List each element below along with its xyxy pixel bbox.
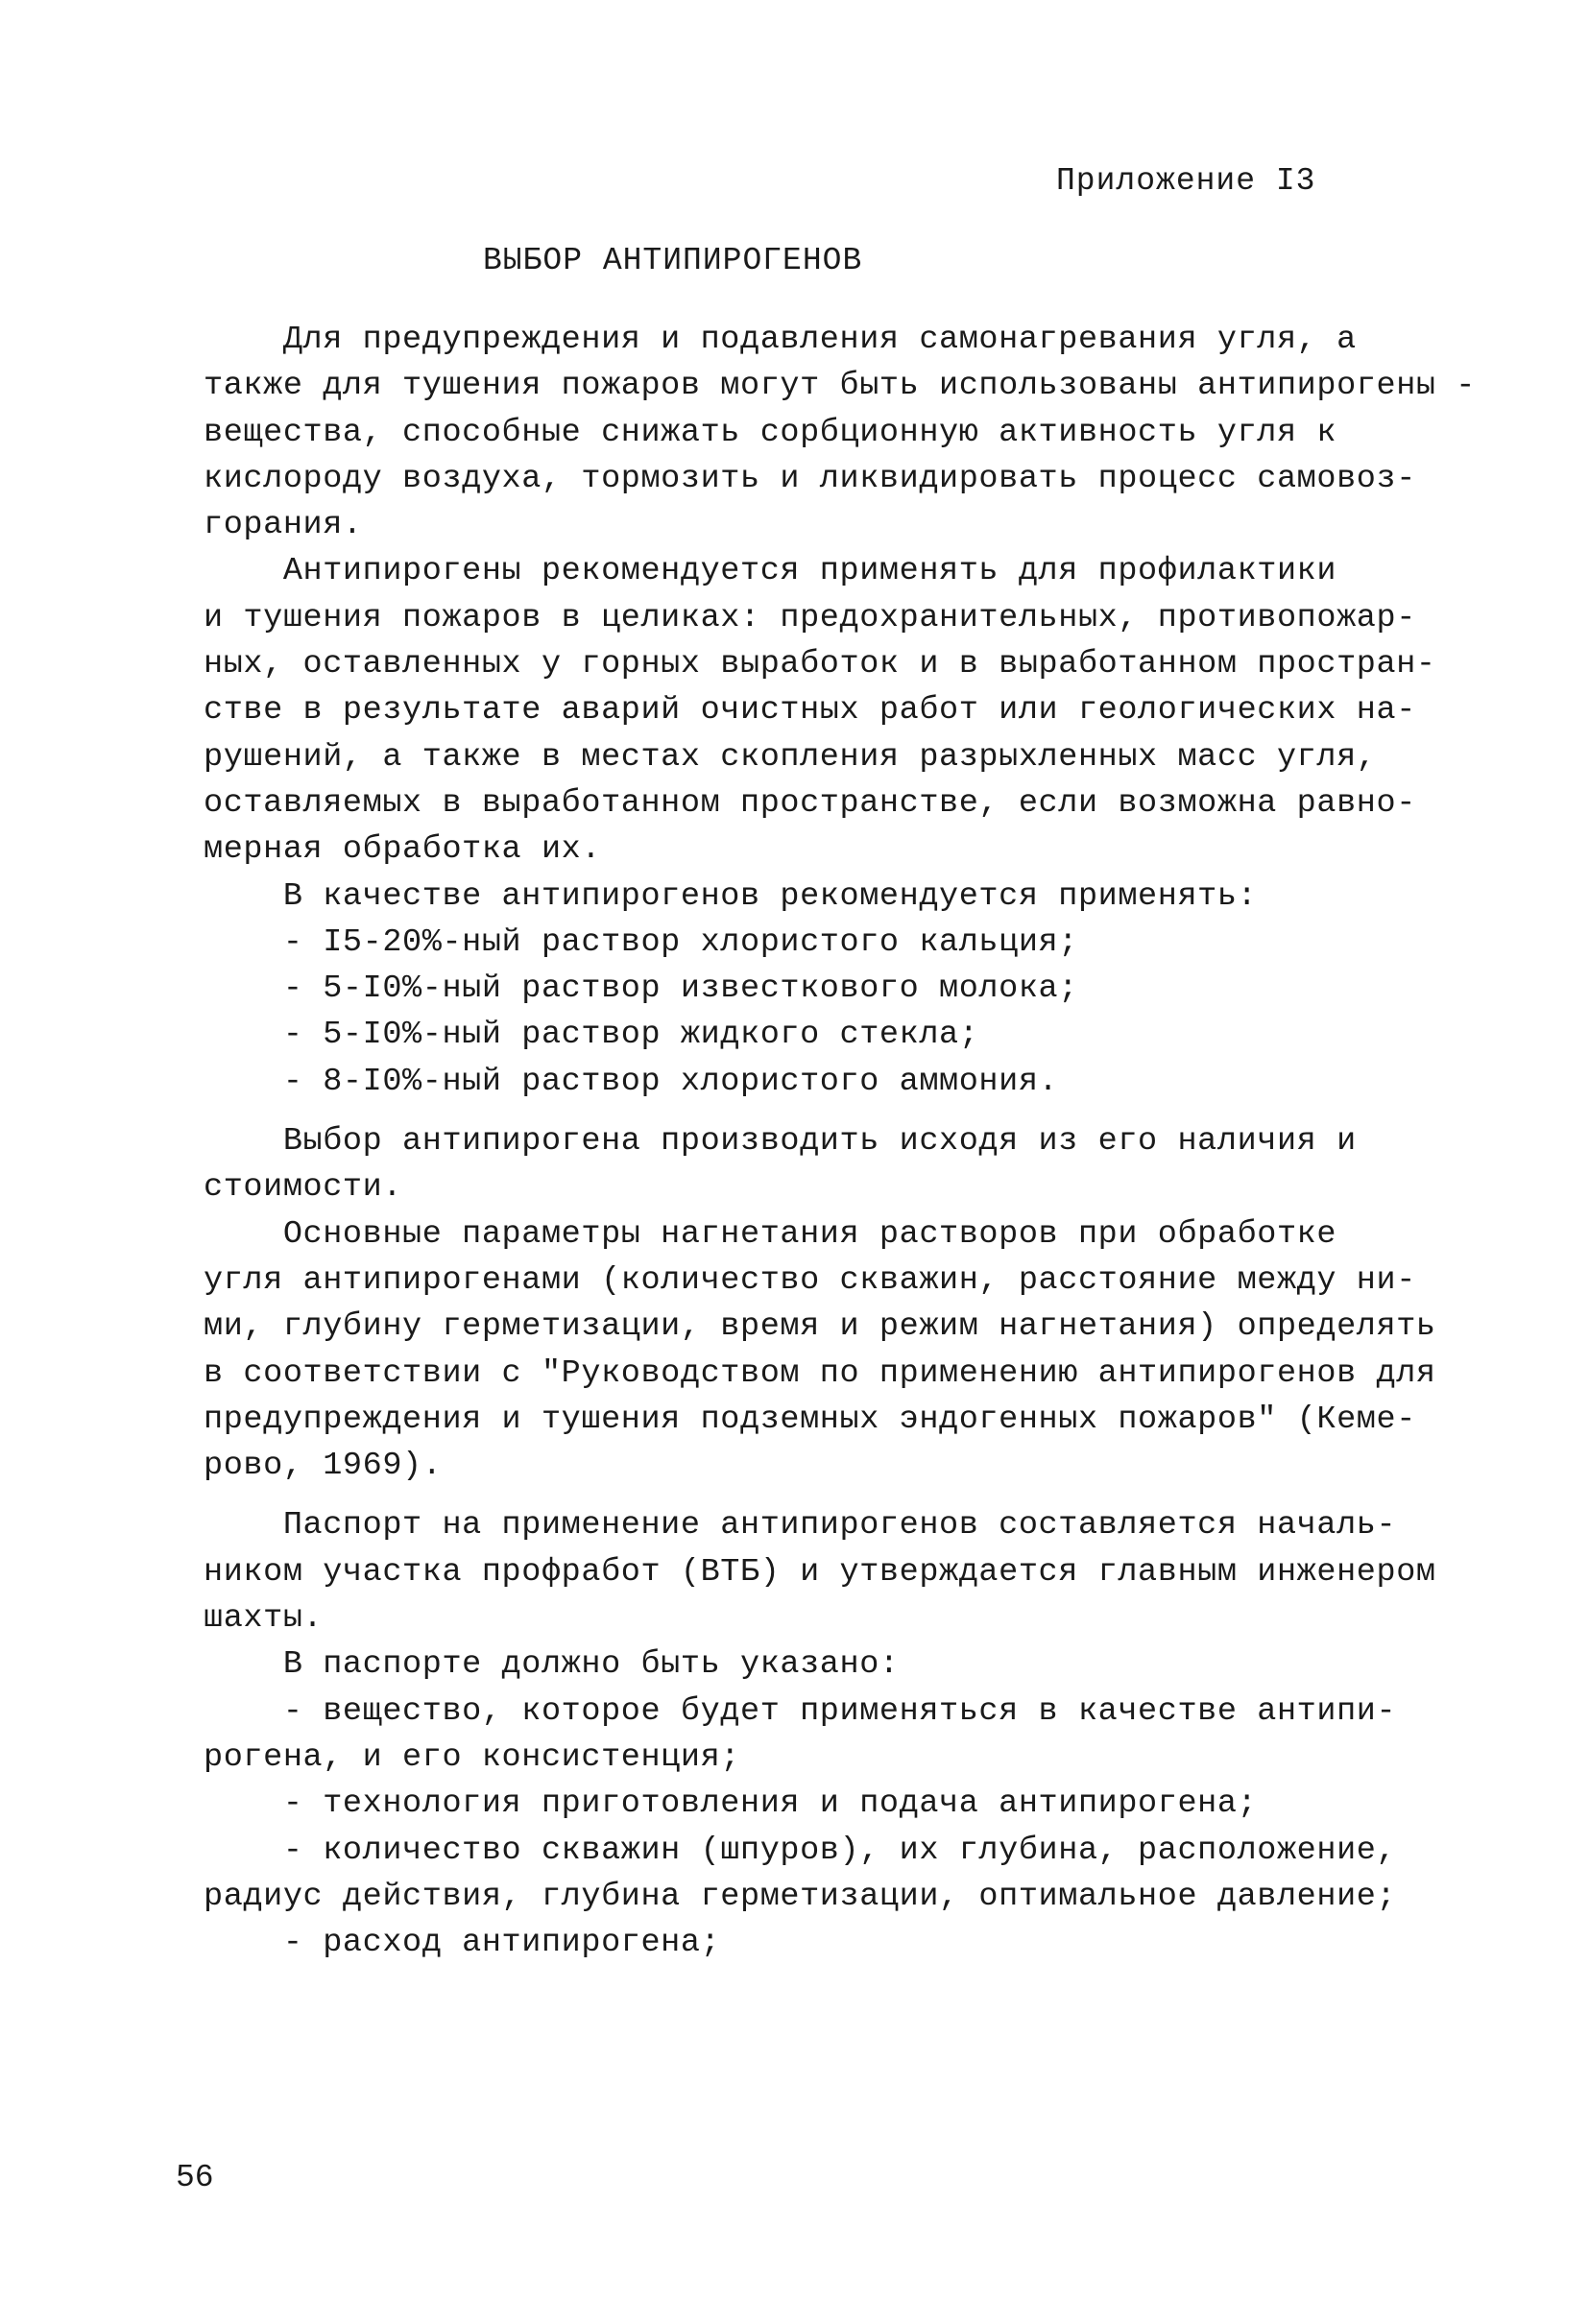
text-line: Выбор антипирогена производить исходя из его наличия и [204,1123,1357,1161]
text-line: - количество скважин (шпуров), их глубина, расположение, [204,1832,1397,1869]
paragraph-gap [204,1489,1394,1502]
text-line: стве в результате аварий очистных работ или геологических на- [204,692,1416,730]
text-line: рово, 1969). [204,1448,443,1485]
text-line: ми, глубину герметизации, время и режим нагнетания) определять [204,1308,1436,1346]
text-line: - технология приготовления и подача антипирогена; [204,1785,1258,1823]
text-line: рогена, и его консистенция; [204,1738,740,1776]
page-number: 56 [176,2160,214,2195]
text-line: и тушения пожаров в целиках: предохранительных, противопожар- [204,599,1416,636]
text-line: - расход антипирогена; [204,1925,721,1962]
document-body [204,317,1477,1966]
text-line: Антипирогены рекомендуется применять для профилактики [204,553,1337,590]
text-line: - 5-I0%-ный раствор известкового молока; [204,970,1078,1008]
text-line: угля антипирогенами (количество скважин, расстояние между ни- [204,1261,1416,1299]
text-line: - I5-20%-ный раствор хлористого кальция; [204,923,1078,961]
text-line: Основные параметры нагнетания растворов при обработке [204,1215,1337,1253]
text-line: шахты. [204,1600,324,1638]
text-line: вещества, способные снижать сорбционную активность угля к [204,414,1337,451]
text-line: горания. [204,507,363,544]
text-line: - 8-I0%-ный раствор хлористого аммония. [204,1063,1059,1100]
text-line: стоимости. [204,1169,403,1207]
paragraph-gap [204,1105,1394,1118]
text-line: ником участка профработ (ВТБ) и утверждается главным инженером [204,1553,1436,1591]
text-line: мерная обработка их. [204,831,602,869]
text-line: Для предупреждения и подавления самонагревания угля, а [204,322,1357,358]
text-line: В качестве антипирогенов рекомендуется применять: [204,877,1258,915]
text-line: также для тушения пожаров могут быть использованы антипирогены - [204,368,1477,405]
text-line: В паспорте должно быть указано: [204,1646,900,1684]
text-line: ных, оставленных у горных выработок и в выработанном простран- [204,646,1436,683]
text-line: - вещество, которое будет применяться в качестве антипи- [204,1692,1397,1730]
appendix-label: Приложение I3 [1056,163,1316,199]
text-line: предупреждения и тушения подземных эндогенных пожаров" (Кеме- [204,1401,1416,1438]
page-title: ВЫБОР АНТИПИРОГЕНОВ [483,243,863,278]
text-line: рушений, а также в местах скопления разрыхленных масс угля, [204,738,1377,776]
text-line: радиус действия, глубина герметизации, оптимальное давление; [204,1878,1397,1915]
text-line: - 5-I0%-ный раствор жидкого стекла; [204,1017,979,1054]
text-line: оставляемых в выработанном пространстве, если возможна равно- [204,784,1416,822]
text-line: Паспорт на применение антипирогенов составляется началь- [204,1507,1397,1545]
text-line: в соответствии с "Руководством по применению антипирогенов для [204,1354,1436,1392]
text-line: кислороду воздуха, тормозить и ликвидировать процесс самовоз- [204,460,1416,497]
